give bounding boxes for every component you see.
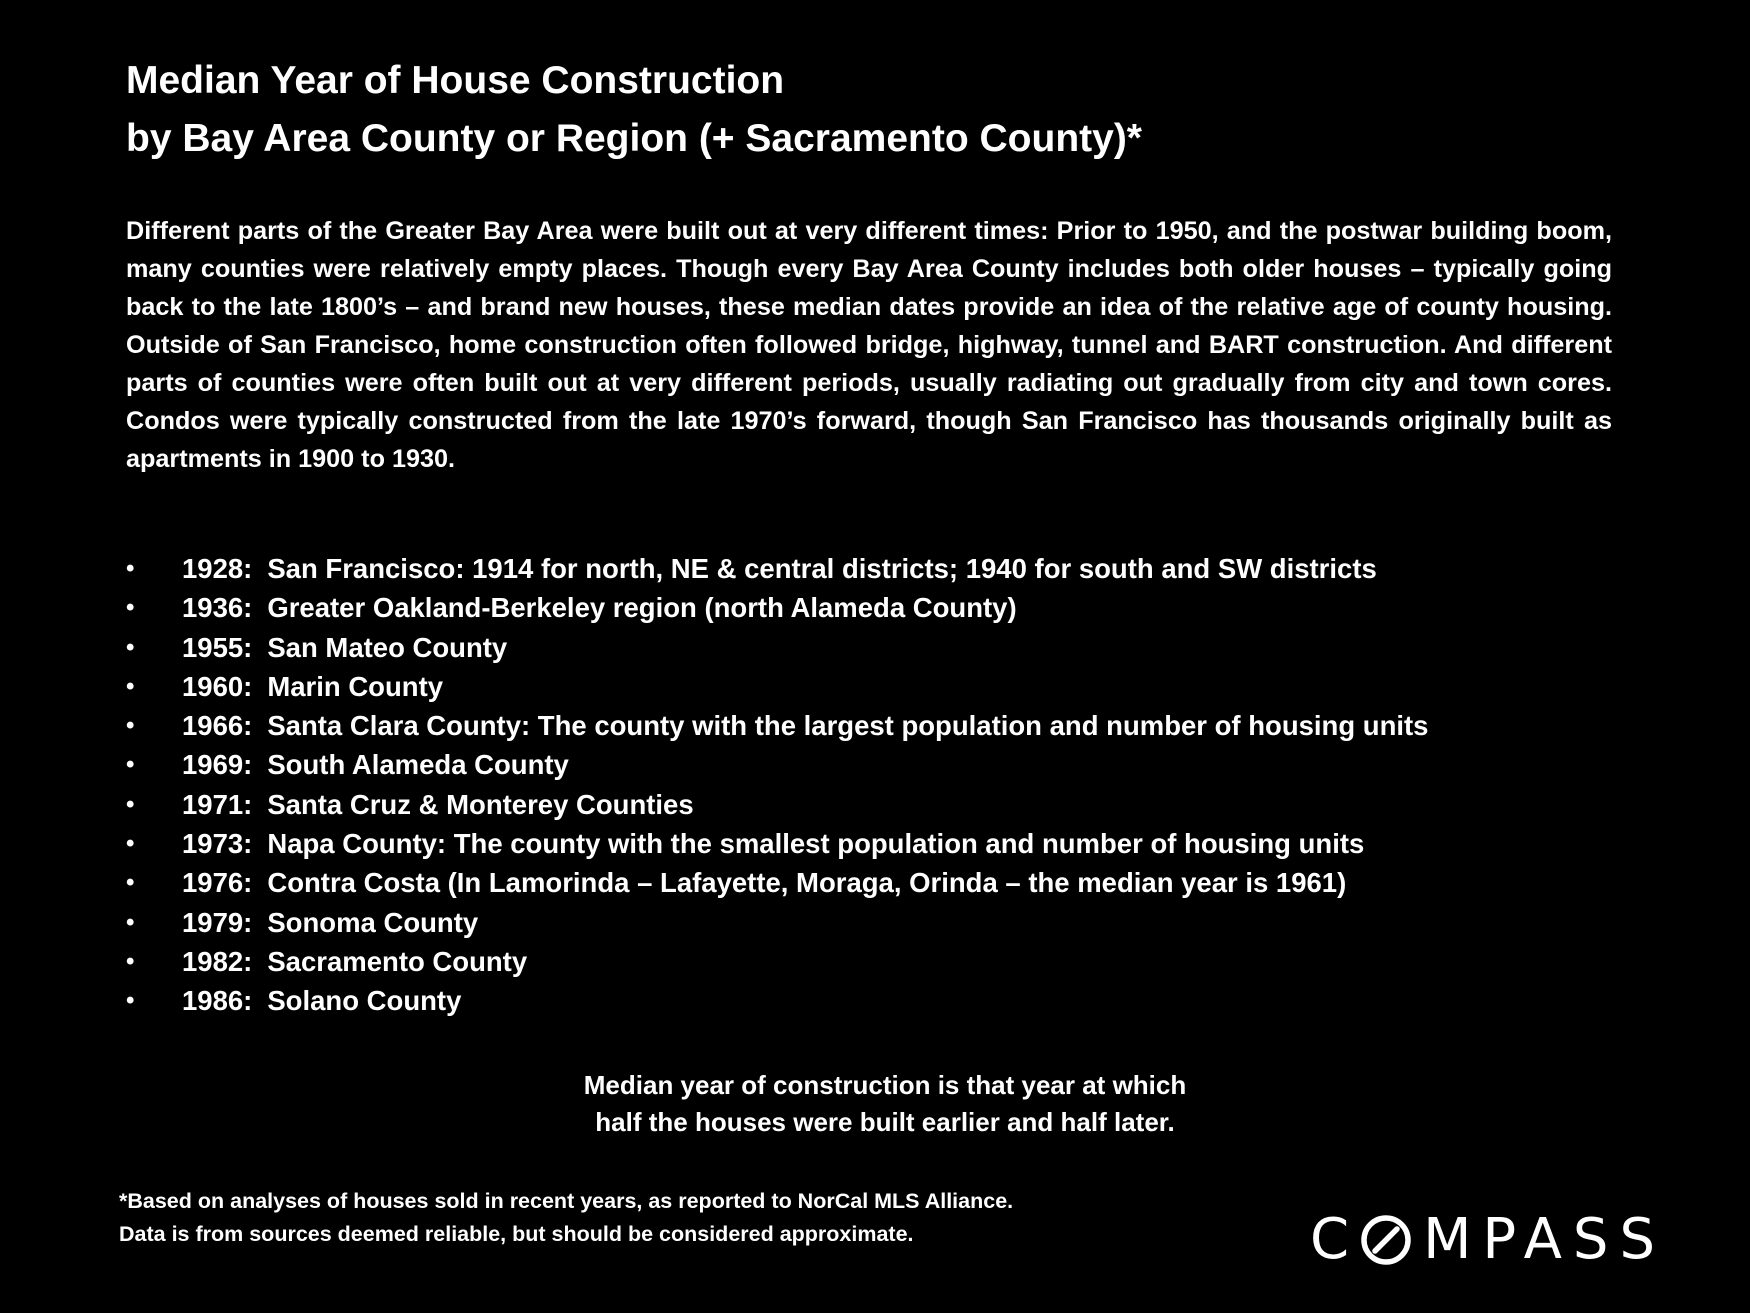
- median-definition: [0, 1067, 1750, 1141]
- list-item-text: Santa Cruz & Monterey Counties: [267, 788, 694, 820]
- title-line-1: Median Year of House Construction: [126, 59, 785, 102]
- list-item: [126, 981, 1626, 1020]
- list-item: [126, 667, 1626, 706]
- logo-letters-rest: MPASS: [1423, 1207, 1667, 1272]
- list-item-year: 1971:: [182, 788, 253, 820]
- list-item-text: Greater Oakland-Berkeley region (north Alameda County): [267, 592, 1017, 624]
- bullet-icon: •: [126, 790, 135, 818]
- list-item-text: Contra Costa (In Lamorinda – Lafayette, Moraga, Orinda – the median year is 1961): [267, 867, 1347, 899]
- list-item-year: 1976:: [182, 867, 253, 899]
- footnote-line-1: *Based on analyses of houses sold in recent years, as reported to NorCal MLS Alliance.: [119, 1189, 1014, 1213]
- list-item: [126, 903, 1626, 942]
- list-item: [126, 549, 1626, 588]
- list-item: [126, 863, 1626, 902]
- bullet-icon: •: [126, 751, 135, 779]
- definition-line-1: Median year of construction is that year at which: [583, 1070, 1187, 1100]
- list-item-year: 1955:: [182, 631, 253, 663]
- list-item: [126, 824, 1626, 863]
- bullet-icon: •: [126, 672, 135, 700]
- list-item-year: 1973:: [182, 828, 253, 860]
- list-item: [126, 628, 1626, 667]
- list-item-text: San Francisco: 1914 for north, NE & central districts; 1940 for south and SW districts: [267, 553, 1377, 584]
- list-item-text: Solano County: [267, 985, 462, 1017]
- compass-o-icon: [1360, 1214, 1412, 1266]
- list-item-year: 1960:: [182, 670, 253, 702]
- title-line-2: by Bay Area County or Region (+ Sacramento County)*: [126, 117, 1142, 160]
- logo-letter-c: C: [1310, 1207, 1361, 1272]
- footnote-line-2: Data is from sources deemed reliable, but should be considered approximate.: [119, 1222, 914, 1246]
- list-item: [126, 745, 1626, 784]
- list-item-text: San Mateo County: [267, 631, 508, 663]
- list-item-year: 1979:: [182, 906, 253, 938]
- bullet-icon: •: [126, 947, 135, 975]
- page-title: [126, 52, 1626, 168]
- list-item: [126, 942, 1626, 981]
- bullet-icon: •: [126, 830, 135, 858]
- footnote: [119, 1185, 1119, 1251]
- list-item: [126, 706, 1626, 745]
- list-item-year: 1982:: [182, 945, 253, 977]
- list-item-year: 1969:: [182, 749, 253, 781]
- list-item-text: Sacramento County: [267, 945, 528, 977]
- bullet-icon: •: [126, 633, 135, 661]
- list-item-text: Sonoma County: [267, 906, 479, 938]
- bullet-icon: •: [126, 869, 135, 897]
- definition-line-2: half the houses were built earlier and half later.: [595, 1107, 1175, 1137]
- compass-logo: [1310, 1207, 1667, 1272]
- bullet-icon: •: [126, 987, 135, 1015]
- list-item-year: 1986:: [182, 985, 253, 1017]
- median-year-list: [126, 549, 1626, 1021]
- list-item-text: Santa Clara County: The county with the largest population and number of housing units: [267, 710, 1429, 742]
- intro-paragraph: Different parts of the Greater Bay Area were built out at very different times: Prior to 1950, and the postwar building boom, many counties were relatively empty places. Though every Bay Area County includes both older houses – typically going back to the late 1800’s – and brand new houses, these median dates provide an idea of the relative age of county housing. Outside of San Francisco, home construction often followed bridge, highway, tunnel and BART construction. And different parts of counties were often built out at very different periods, usually radiating out gradually from city and town cores. Condos were typically constructed from the late 1970’s forward, though San Francisco has thousands originally built as apartments in 1900 to 1930.: [126, 217, 1612, 473]
- list-item-text: Napa County: The county with the smallest population and number of housing units: [267, 828, 1365, 860]
- list-item-text: South Alameda County: [267, 749, 569, 781]
- list-item-text: Marin County: [267, 670, 444, 702]
- bullet-icon: •: [126, 555, 135, 582]
- bullet-icon: •: [126, 712, 135, 740]
- list-item: [126, 785, 1626, 824]
- bullet-icon: •: [126, 594, 135, 622]
- list-item-year: 1936:: [182, 592, 253, 624]
- list-item-year: 1928:: [182, 553, 253, 584]
- list-item-year: 1966:: [182, 710, 253, 742]
- list-item: [126, 588, 1626, 627]
- bullet-icon: •: [126, 908, 135, 936]
